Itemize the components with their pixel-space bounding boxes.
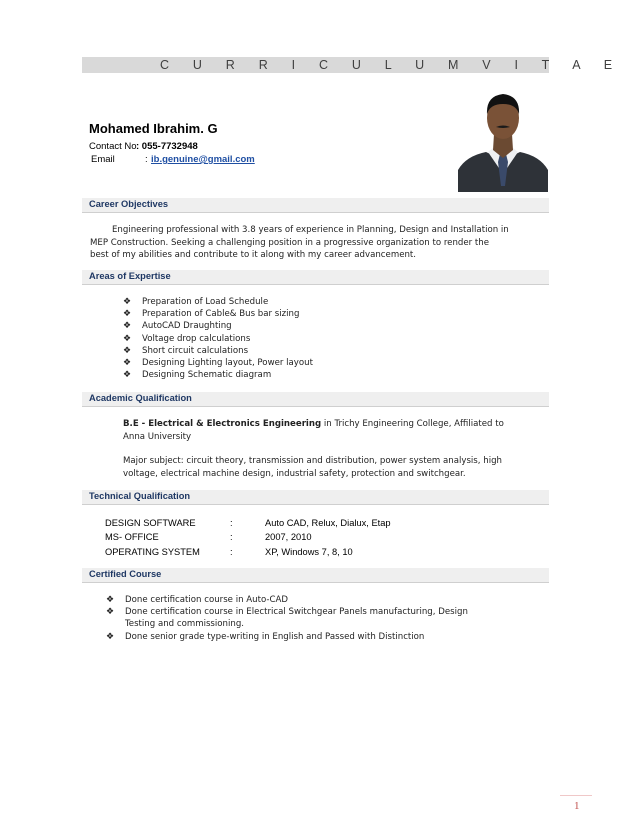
document-title: C U R R I C U L U M V I T A E (160, 58, 623, 72)
diamond-bullet-icon: ❖ (123, 333, 132, 344)
list-item-text: Testing and commissioning. (125, 619, 245, 630)
list-item (106, 594, 468, 606)
list-item-text: Designing Lighting layout, Power layout (142, 357, 313, 368)
diamond-bullet-icon: ❖ (123, 321, 132, 332)
email-label: Email (91, 154, 115, 165)
tech-value: 2007, 2010 (265, 532, 312, 543)
section-heading: Career Objectives (89, 199, 169, 209)
list-item-text: AutoCAD Draughting (142, 321, 232, 332)
email-separator: : (145, 154, 148, 165)
diamond-bullet-icon: ❖ (123, 345, 132, 356)
list-item (123, 345, 313, 357)
list-item-text: Voltage drop calculations (142, 333, 251, 344)
tech-value: Auto CAD, Relux, Dialux, Etap (265, 518, 391, 528)
list-item-text: Done senior grade type-writing in English and Passed with Distinction (125, 631, 425, 642)
certified-list (106, 594, 468, 643)
major-line: voltage, electrical machine design, industrial safety, protection and switchgear. (123, 468, 466, 479)
section-heading: Areas of Expertise (89, 271, 171, 281)
page-number-rule (560, 795, 592, 796)
diamond-bullet-icon: ❖ (123, 357, 132, 368)
list-item-text: Short circuit calculations (142, 345, 249, 356)
list-item-text: Preparation of Load Schedule (142, 297, 269, 307)
tech-label: MS- OFFICE (105, 532, 159, 543)
list-item (123, 296, 313, 308)
phone-value: : 055-7732948 (136, 141, 198, 152)
degree-title: B.E - Electrical & Electronics Engineering (123, 419, 322, 429)
list-item (106, 606, 468, 618)
career-line: best of my abilities and contribute to it along with my career advancement. (90, 250, 417, 260)
section-heading: Academic Qualification (89, 393, 192, 403)
list-item-text: Done certification course in Electrical Switchgear Panels manufacturing, Design (125, 607, 468, 618)
diamond-bullet-icon: ❖ (123, 297, 132, 307)
tech-separator: : (230, 532, 233, 543)
section-areas-of-expertise (82, 270, 549, 285)
diamond-bullet-icon: ❖ (123, 370, 132, 381)
diamond-bullet-icon: ❖ (106, 631, 115, 642)
list-item (123, 320, 313, 332)
section-technical-qualification (82, 490, 549, 505)
section-academic-qualification (82, 392, 549, 407)
diamond-bullet-icon: ❖ (106, 595, 115, 605)
diamond-bullet-icon: ❖ (106, 607, 115, 618)
email-link[interactable]: ib.genuine@gmail.com (151, 154, 255, 165)
college-line: Anna University (123, 431, 192, 442)
tech-value: XP, Windows 7, 8, 10 (265, 546, 353, 557)
section-heading: Technical Qualification (89, 491, 191, 501)
section-career-objectives (82, 198, 549, 213)
career-line: MEP Construction. Seeking a challenging position in a progressive organization to render the (90, 237, 490, 248)
college-text: in Trichy Engineering College, Affiliated to (321, 419, 504, 429)
page-number: 1 (574, 800, 580, 812)
list-item-text: Designing Schematic diagram (142, 370, 272, 381)
phone-label: Contact No (89, 141, 137, 152)
tech-label: OPERATING SYSTEM (105, 546, 200, 557)
candidate-name: Mohamed Ibrahim. G (89, 121, 218, 136)
career-line: Engineering professional with 3.8 years of experience in Planning, Design and Installation in (112, 225, 509, 235)
list-item (123, 357, 313, 369)
tech-separator: : (230, 518, 233, 528)
diamond-bullet-icon: ❖ (123, 309, 132, 320)
profile-photo (458, 82, 548, 192)
section-certified-course (82, 568, 549, 583)
section-heading: Certified Course (89, 569, 162, 579)
tech-separator: : (230, 546, 233, 557)
list-item-continuation (106, 618, 468, 630)
tech-label: DESIGN SOFTWARE (105, 518, 196, 528)
list-item-text: Preparation of Cable& Bus bar sizing (142, 309, 300, 320)
list-item (123, 333, 313, 345)
major-line: Major subject: circuit theory, transmission and distribution, power system analysis, high (123, 456, 502, 466)
list-item (123, 369, 313, 381)
list-item (106, 631, 468, 643)
expertise-list (123, 296, 313, 381)
degree-line (123, 418, 504, 430)
list-item (123, 308, 313, 320)
list-item-text: Done certification course in Auto-CAD (125, 595, 288, 605)
